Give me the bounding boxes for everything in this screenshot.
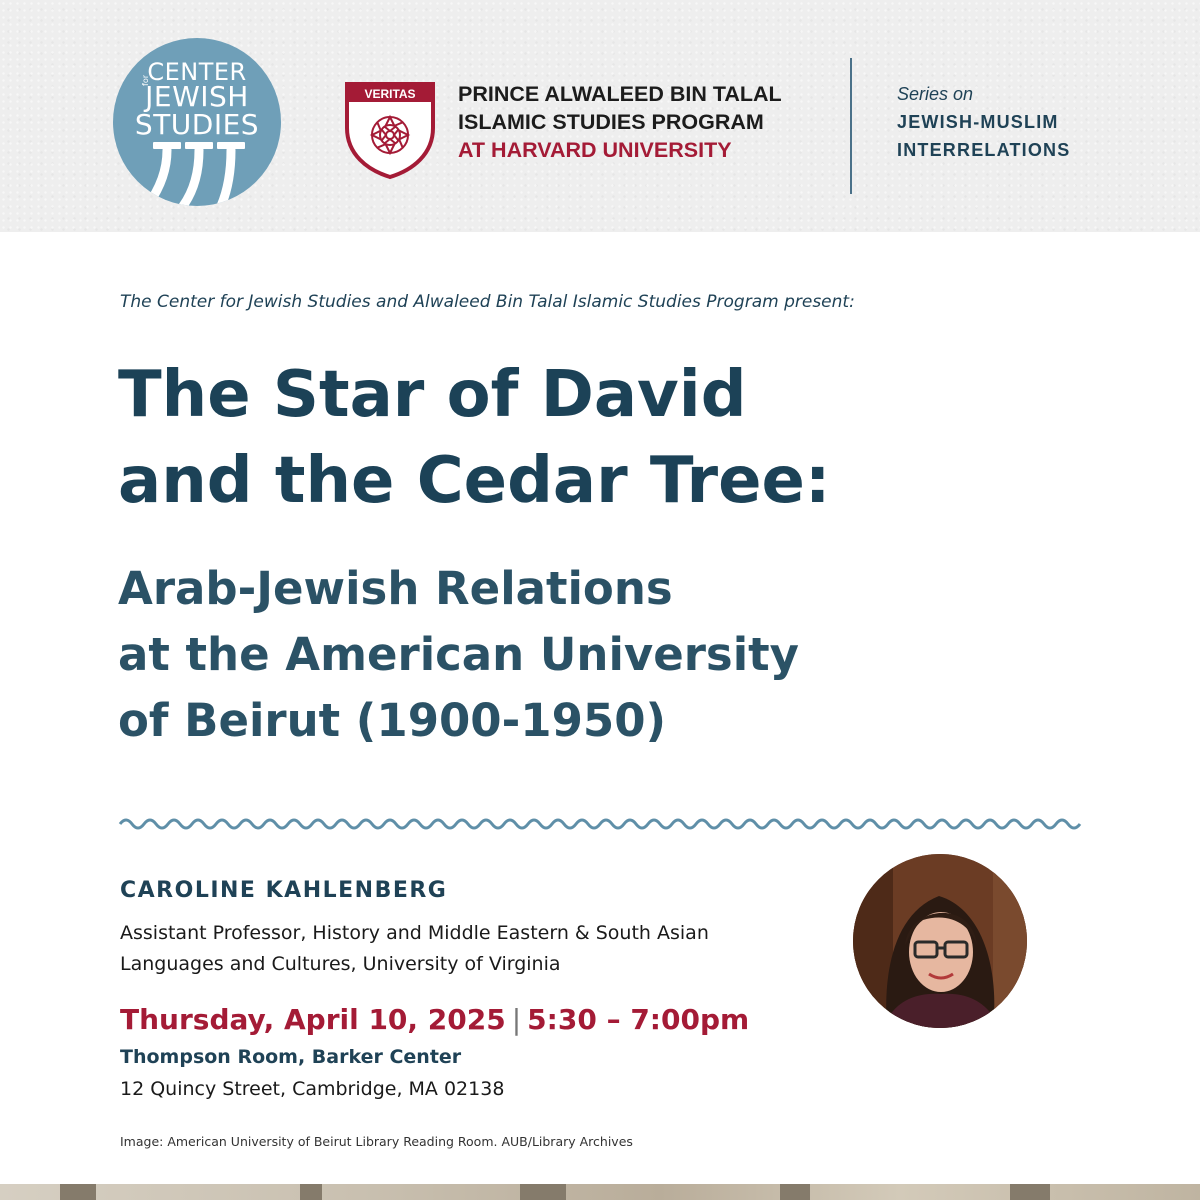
logo-line-jewish: JEWISH — [145, 80, 249, 113]
datetime-separator: | — [511, 1003, 522, 1036]
header-banner — [0, 0, 1200, 232]
subtitle-line-2: at the American University — [118, 628, 799, 681]
islamic-studies-program-name — [458, 80, 782, 164]
event-date: Thursday, April 10, 2025 — [120, 1003, 506, 1036]
event-address: 12 Quincy Street, Cambridge, MA 02138 — [120, 1078, 505, 1100]
presenters-line: The Center for Jewish Studies and Alwaleed Bin Talal Islamic Studies Program present: — [120, 292, 855, 312]
event-venue: Thompson Room, Barker Center — [120, 1046, 462, 1068]
series-label — [897, 80, 1070, 164]
program-line-1: PRINCE ALWALEED BIN TALAL — [458, 82, 782, 106]
logo-line-center: CENTER — [147, 58, 247, 86]
columns-icon — [113, 142, 281, 206]
series-line-2: JEWISH-MUSLIM — [897, 112, 1059, 132]
event-title — [118, 352, 831, 524]
speaker-affiliation — [120, 918, 709, 980]
series-line-1: Series on — [897, 84, 974, 104]
veritas-label: VERITAS — [364, 87, 416, 101]
subtitle-line-1: Arab-Jewish Relations — [118, 562, 673, 615]
event-subtitle — [118, 556, 799, 754]
speaker-photo — [853, 854, 1027, 1028]
speaker-affiliation-line-2: Languages and Cultures, University of Virginia — [120, 953, 561, 975]
subtitle-line-3: of Beirut (1900-1950) — [118, 694, 667, 747]
program-line-2: ISLAMIC STUDIES PROGRAM — [458, 110, 764, 134]
title-line-1: The Star of David — [118, 358, 747, 432]
header-divider — [850, 58, 852, 194]
harvard-shield-icon — [343, 80, 437, 180]
event-time: 5:30 – 7:00pm — [527, 1003, 750, 1036]
logo-line-for: for — [141, 75, 150, 86]
speaker-name: CAROLINE KAHLENBERG — [120, 878, 448, 903]
archive-photo-strip — [0, 1184, 1200, 1200]
series-line-3: INTERRELATIONS — [897, 140, 1071, 160]
event-datetime — [120, 1003, 749, 1036]
logo-line-studies: STUDIES — [134, 108, 260, 141]
title-line-2: and the Cedar Tree: — [118, 444, 831, 518]
image-credit: Image: American University of Beirut Library Reading Room. AUB/Library Archives — [120, 1134, 633, 1149]
center-for-jewish-studies-logo — [113, 38, 281, 206]
program-line-3: AT HARVARD UNIVERSITY — [458, 138, 732, 162]
wave-divider — [118, 814, 1082, 834]
speaker-affiliation-line-1: Assistant Professor, History and Middle Eastern & South Asian — [120, 922, 709, 944]
